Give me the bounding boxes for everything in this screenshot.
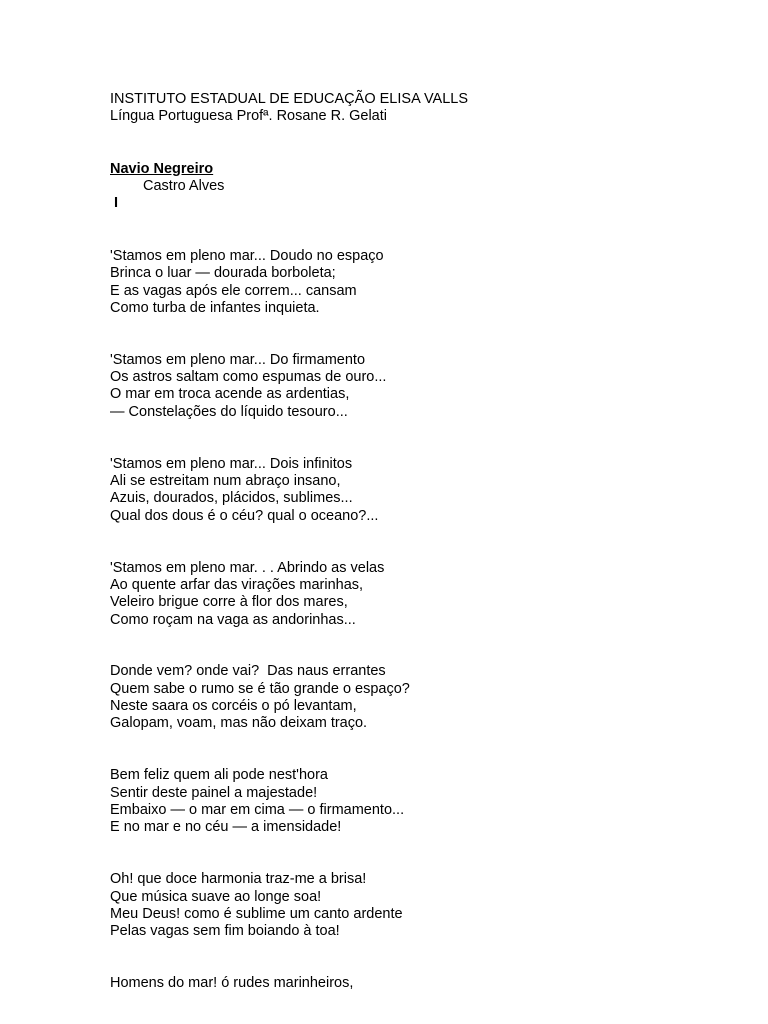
section-number: I [114, 195, 119, 212]
poem-author: Castro Alves [143, 177, 225, 194]
verse-line: 'Stamos em pleno mar... Dois infinitos [110, 455, 353, 472]
stanza [110, 560, 730, 629]
verse-line: Sentir deste painel a majestade! [110, 784, 318, 801]
verse-line: Azuis, dourados, plácidos, sublimes... [110, 490, 353, 507]
stanza [110, 663, 730, 732]
verse-line: Brinca o luar — dourada borboleta; [110, 265, 336, 282]
document-page [110, 91, 730, 992]
verse-line: Bem feliz quem ali pode nest'hora [110, 767, 328, 784]
verse-line: 'Stamos em pleno mar... Doudo no espaço [110, 247, 384, 264]
poem-title: Navio Negreiro [110, 160, 214, 177]
verse-line: Neste saara os corcéis o pó levantam, [110, 698, 357, 715]
verse-line: Quem sabe o rumo se é tão grande o espaço? [110, 680, 410, 697]
verse-line: Como roçam na vaga as andorinhas... [110, 611, 356, 628]
verse-line: O mar em troca acende as ardentias, [110, 386, 350, 403]
stanza [110, 352, 730, 421]
verse-line: 'Stamos em pleno mar. . . Abrindo as velas [110, 559, 385, 576]
verse-line: Donde vem? onde vai? Das naus errantes [110, 663, 386, 680]
verse-line: Que música suave ao longe soa! [110, 888, 322, 905]
stanza [110, 871, 730, 940]
course-teacher: Língua Portuguesa Profª. Rosane R. Gelati [110, 108, 388, 125]
verse-line: Galopam, voam, mas não deixam traço. [110, 715, 368, 732]
institution-name: INSTITUTO ESTADUAL DE EDUCAÇÃO ELISA VALLS [110, 91, 469, 107]
stanza [110, 456, 730, 525]
verse-line: Pelas vagas sem fim boiando à toa! [110, 923, 340, 940]
verse-line: Como turba de infantes inquieta. [110, 299, 320, 316]
stanza [110, 248, 730, 317]
stanza [110, 767, 730, 836]
verse-line: 'Stamos em pleno mar... Do firmamento [110, 351, 366, 368]
verse-line: Veleiro brigue corre à flor dos mares, [110, 594, 348, 611]
stanza [110, 975, 730, 992]
verse-line: Ali se estreitam num abraço insano, [110, 473, 341, 490]
verse-line: Meu Deus! como é sublime um canto ardente [110, 905, 403, 922]
verse-line: Homens do mar! ó rudes marinheiros, [110, 975, 354, 992]
verse-line: E as vagas após ele correm... cansam [110, 282, 357, 299]
verse-line: Os astros saltam como espumas de ouro... [110, 369, 387, 386]
verse-line: E no mar e no céu — a imensidade! [110, 819, 342, 836]
verse-line: Ao quente arfar das virações marinhas, [110, 576, 364, 593]
verse-line: — Constelações do líquido tesouro... [110, 403, 348, 420]
verse-line: Qual dos dous é o céu? qual o oceano?... [110, 507, 379, 524]
verse-line: Oh! que doce harmonia traz-me a brisa! [110, 871, 367, 888]
verse-line: Embaixo — o mar em cima — o firmamento... [110, 801, 405, 818]
